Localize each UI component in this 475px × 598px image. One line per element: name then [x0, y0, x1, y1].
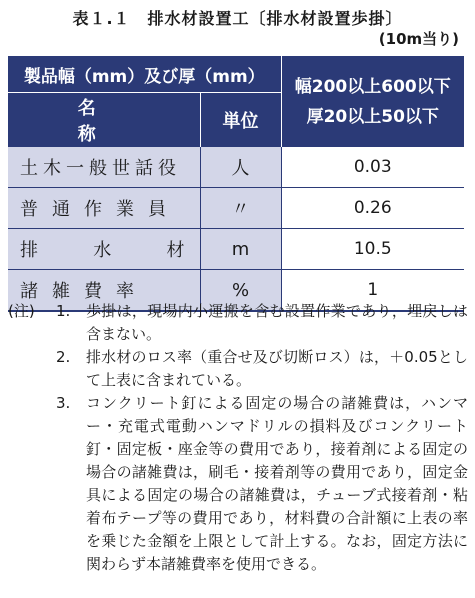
table-title: 表１.１ 排水材設置工〔排水材設置歩掛〕	[72, 9, 403, 28]
note-number: 3.	[56, 394, 71, 412]
row-unit: %	[200, 270, 281, 312]
row-name-char: 材	[166, 240, 185, 261]
row-value: 1	[281, 270, 464, 312]
note-text: 排水材のロス率（重合せ及び切断ロス）は，＋0.05として上表に含まれている。	[86, 348, 468, 389]
row-unit: 〃	[200, 188, 281, 229]
note-number: 1.	[56, 302, 71, 320]
name-header-label: 名 称	[77, 98, 234, 145]
note-item	[46, 346, 468, 392]
row-name-char: 水	[93, 240, 112, 261]
note-item	[46, 392, 468, 576]
table-row	[8, 229, 464, 270]
row-value: 0.26	[281, 188, 464, 229]
note-text: 歩掛は，現場内小運搬を含む設置作業であり，埋戻しは含まない。	[86, 302, 468, 343]
value-header	[281, 56, 464, 147]
row-name: 諸雑費率	[8, 270, 200, 312]
row-name: 普通作業員	[8, 188, 200, 229]
note-item	[46, 300, 468, 346]
table-row	[8, 147, 464, 188]
name-header	[8, 93, 234, 148]
spec-header: 製品幅（mm）及び厚（mm）	[8, 56, 281, 93]
value-header-line1: 幅200以上600以下	[294, 76, 451, 97]
labor-table	[8, 56, 464, 312]
row-value: 0.03	[281, 147, 464, 188]
row-unit: 人	[200, 147, 281, 188]
row-name	[8, 229, 200, 270]
note-text: コンクリート釘による固定の場合の諸雑費は，ハンマー・充電式電動ハンマドリルの損料及びコンクリート釘・固定板・座金等の費用であり，接着剤による固定の場合の諸雑費は，刷毛・接着剤等の費用であり，固定金具による固定の場合の諸雑費は，チューブ式接着剤・粘着布テープ等の費用であり，材料費の合計額に上表の率を乗じた金額を上限として計上する。なお，固定方法に関わらず本諸雑費率を使用できる。	[86, 394, 468, 573]
row-unit: m	[200, 229, 281, 270]
row-name: 土木一般世話役	[8, 147, 200, 188]
unit-note: (10m当り)	[378, 30, 459, 48]
notes-label: (注)	[8, 302, 35, 320]
value-header-line2: 厚20以上50以下	[306, 106, 439, 127]
row-value: 10.5	[281, 229, 464, 270]
table-row	[8, 188, 464, 229]
unit-header: 単位	[200, 93, 281, 148]
note-number: 2.	[56, 348, 71, 366]
row-name-char: 排	[20, 240, 38, 261]
